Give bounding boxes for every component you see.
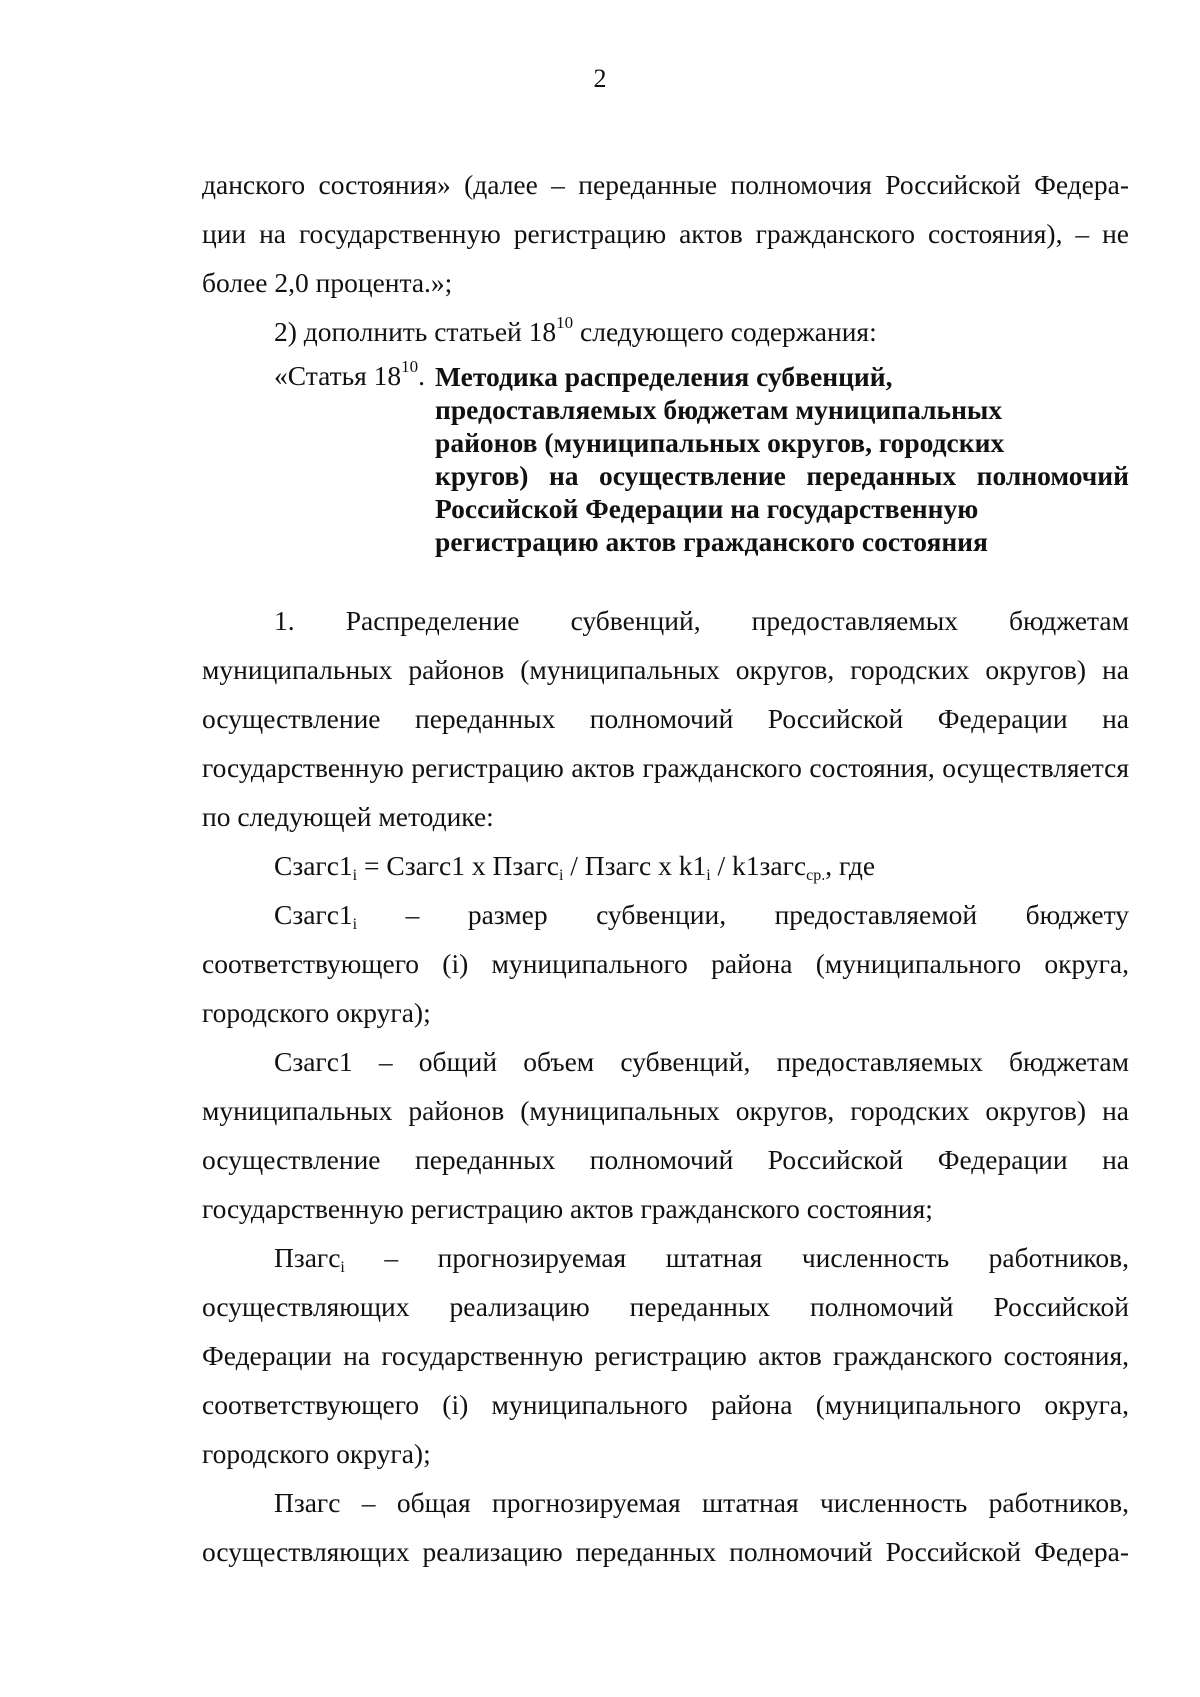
definition-2: Сзагс1 – общий объем субвенций, предоставляемых бюджетам муниципальных районов (муниципальных округов, городских округов) на осуществление переданных полномочий Российской Федерации на государственную регистрацию актов гражданского состояния; (202, 1046, 1129, 1224)
definition-1: Сзагс1i – размер субвенции, предоставляемой бюджету соответствующего (i) муниципального района (муниципального округа, городского округа); (202, 899, 1129, 1028)
article-heading-line: предоставляемых бюджетам муниципальных (435, 394, 1003, 425)
article-header (202, 359, 1129, 558)
article-heading-line: районов (муниципальных округов, городских (435, 427, 1005, 458)
intro-line-2: ции на государственную регистрацию актов гражданского состояния), – не (202, 218, 1129, 249)
article-heading-line: Методика распределения субвенций, (435, 361, 893, 392)
intro-line-3: более 2,0 процента.»; (202, 267, 453, 298)
article-heading (435, 360, 1129, 558)
article-heading-line: кругов) на осуществление переданных полномочий (435, 460, 1129, 491)
article-heading-line: Российской Федерации на государственную (435, 493, 979, 524)
formula: Сзагс1i = Сзагс1 х Пзагсi / Пзагс х k1i / k1загсср., где (274, 850, 876, 884)
amendment-paragraph: 2) дополнить статьей $18^{10}$ следующего содержания: (274, 313, 877, 347)
paragraph-1: 1. Распределение субвенций, предоставляемых бюджетам муниципальных районов (муниципальных округов, городских округов) на осуществление переданных полномочий Российской Федерации на государственную регистрацию актов гражданского состояния, осуществляется по следующей методике: (202, 605, 1129, 832)
intro-line-1: данского состояния» (далее – переданные полномочия Российской Федера- (202, 169, 1129, 200)
page-number: 2 (593, 64, 607, 93)
article-heading-line: регистрацию актов гражданского состояния (435, 526, 988, 557)
definition-4: Пзагс – общая прогнозируемая штатная численность работников, осуществляющих реализацию переданных полномочий Российской Федера- (202, 1487, 1129, 1567)
article-label: «Статья $18^{10}$. (274, 357, 426, 391)
definition-3: Пзагсi – прогнозируемая штатная численность работников, осуществляющих реализацию переданных полномочий Российской Федерации на государственную регистрацию актов гражданского состояния, соответствующего (i) муниципального района (муниципального округа, городского округа); (202, 1242, 1129, 1469)
document-body (202, 160, 1129, 1576)
